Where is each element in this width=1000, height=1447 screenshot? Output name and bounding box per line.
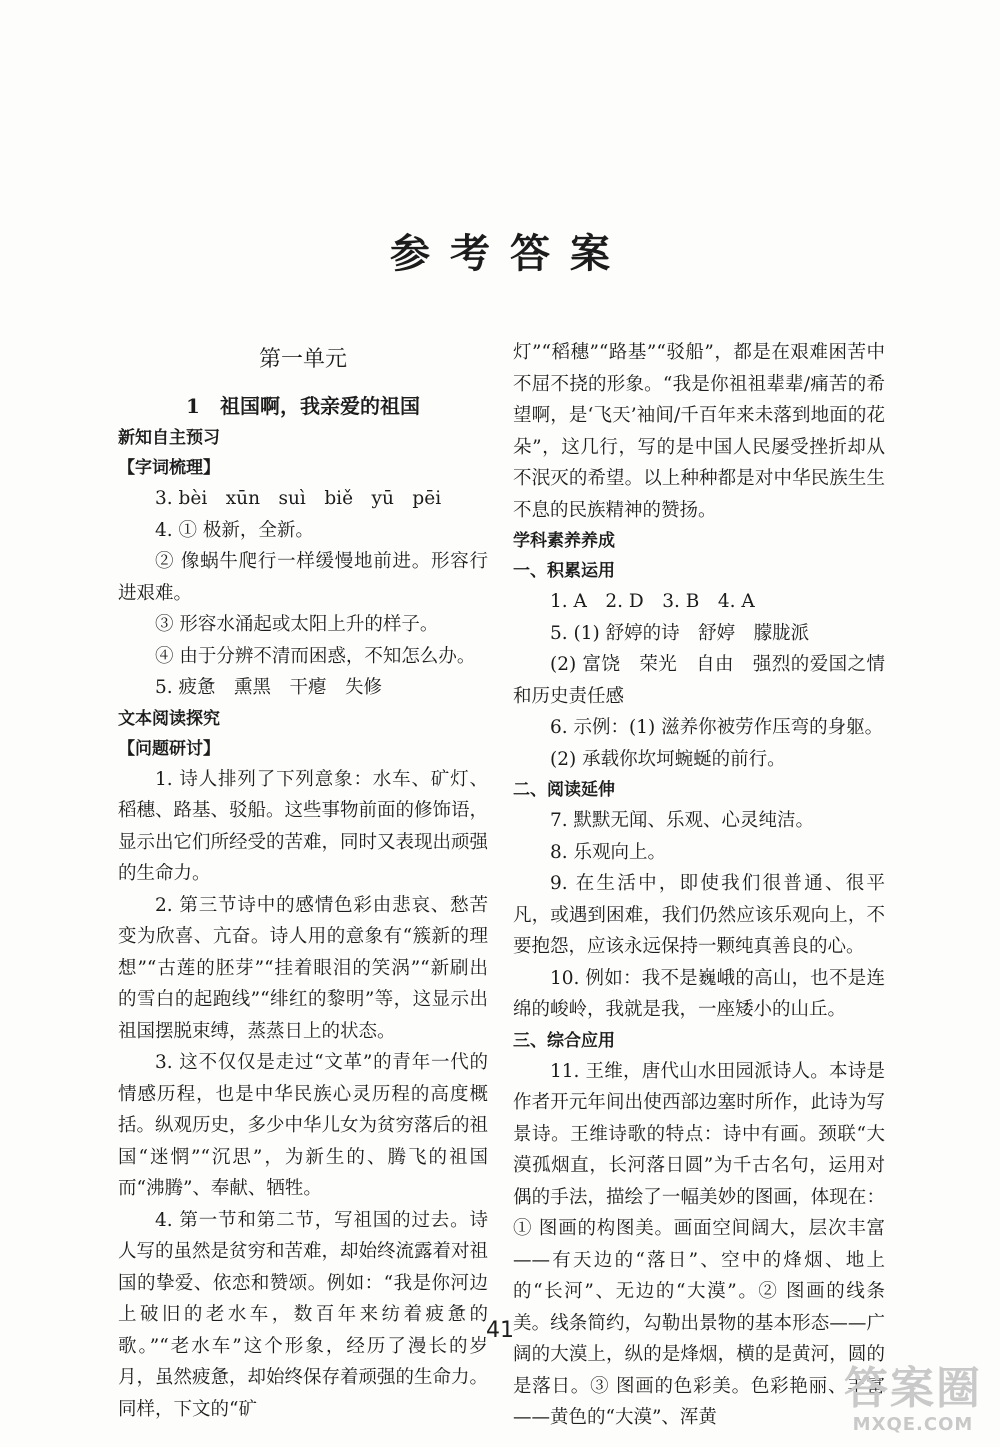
section-heading-preview: 新知自主预习 <box>118 428 220 448</box>
page-title: 参考答案 <box>390 231 630 277</box>
unit-heading: 第一单元 <box>258 347 347 372</box>
subheading-comprehensive: 三、综合应用 <box>513 1030 615 1051</box>
answer-line: ③ 形容水涌起或太阳上升的样子。 <box>155 614 439 635</box>
answer-line: (2) 富饶 荣光 自由 强烈的爱国之情和历史责任感 <box>513 654 885 707</box>
answer-line: 8. 乐观向上。 <box>550 841 667 863</box>
answer-line: 4. ① 极新，全新。 <box>155 519 314 541</box>
left-column <box>118 335 488 1425</box>
answer-line: ② 像蜗牛爬行一样缓慢地前进。形容行进艰难。 <box>118 551 488 604</box>
answer-line: 1. A 2. D 3. B 4. A <box>550 591 755 612</box>
subheading-reading-extension: 二、阅读延伸 <box>513 780 615 800</box>
lesson-heading: 1 祖国啊，我亲爱的祖国 <box>186 394 420 418</box>
watermark-url: MXQE.COM <box>852 1414 974 1435</box>
watermark-text: 答案圈 <box>844 1363 982 1414</box>
answer-line: 10. 例如：我不是巍峨的高山，也不是连绵的峻岭，我就是我，一座矮小的山丘。 <box>513 967 885 1020</box>
answer-paragraph: 11. 王维，唐代山水田园派诗人。本诗是作者开元年间出使西部边塞时所作，此诗为写景诗。王维诗歌的特点：诗中有画。颈联“大漠孤烟直，长河落日圆”为千古名句，运用对偶的手法，描绘了一幅美妙的图画，体现在：① 图画的构图美。画面空间阔大，层次丰富——有天边的“落日”、空中的烽烟、地上的“长河”、无边的“大漠”。② 图画的线条美。线条简约，勾勒出景物的基本形态——广阔的大漠上，纵的是烽烟，横的是黄河，圆的是落日。③ 图画的色彩美。色彩艳丽、丰富——黄色的“大漠”、浑黄 <box>513 1060 885 1428</box>
section-heading-reading: 文本阅读探究 <box>118 708 220 729</box>
right-column <box>513 337 885 1434</box>
answer-line: 7. 默默无闻、乐观、心灵纯洁。 <box>550 810 815 831</box>
answer-line: ④ 由于分辨不清而困惑，不知怎么办。 <box>155 645 476 667</box>
subheading-accumulation: 一、积累运用 <box>513 561 615 581</box>
watermark-logo <box>844 1364 982 1435</box>
answer-line: (2) 承载你坎坷蜿蜒的前行。 <box>550 748 786 770</box>
answer-paragraph-continued: 灯”“稻穗”“路基”“驳船”，都是在艰难困苦中不屈不挠的形象。“我是你祖祖辈辈/痛苦的希望啊，是‘飞天’袖间/千百年来未落到地面的花朵”，这几行，写的是中国人民屡受挫折却从不泯灭的希望。以上种种都是对中华民族生生不息的民族精神的赞扬。 <box>513 342 885 521</box>
answer-paragraph: 4. 第一节和第二节，写祖国的过去。诗人写的虽然是贫穷和苦难，却始终流露着对祖国的挚爱、依恋和赞颂。例如：“我是你河边上破旧的老水车，数百年来纺着疲惫的歌。”“老水车”这个形象，经历了漫长的岁月，虽然疲惫，却始终保存着顽强的生命力。同样，下文的“矿 <box>118 1209 489 1420</box>
page-number: 41 <box>486 1318 514 1343</box>
answer-paragraph: 3. 这不仅仅是走过“文革”的青年一代的情感历程，也是中华民族心灵历程的高度概括。纵观历史，多少中华儿女为贫穷落后的祖国“迷惘”“沉思”，为新生的、腾飞的祖国而“沸腾”、奉献、牺牲。 <box>118 1052 489 1199</box>
answer-line: 3. bèi xūn suì biě yū pēi <box>155 488 442 509</box>
answer-line: 6. 示例：(1) 滋养你被劳作压弯的身躯。 <box>550 717 884 738</box>
bracket-heading-vocab: 【字词梳理】 <box>118 458 220 478</box>
answer-line: 9. 在生活中，即使我们很普通、很平凡，或遇到困难，我们仍然应该乐观向上，不要抱怨，应该永远保持一颗纯真善良的心。 <box>513 873 885 957</box>
bracket-heading-discussion: 【问题研讨】 <box>118 738 220 759</box>
answer-paragraph: 1. 诗人排列了下列意象：水车、矿灯、稻穗、路基、驳船。这些事物前面的修饰语，显示出它们所经受的苦难，同时又表现出顽强的生命力。 <box>118 768 489 884</box>
answer-line: 5. 疲惫 熏黑 干瘪 失修 <box>155 677 383 698</box>
section-heading-literacy: 学科素养养成 <box>513 531 615 551</box>
answer-paragraph: 2. 第三节诗中的感情色彩由悲哀、愁苦变为欣喜、亢奋。诗人用的意象有“簇新的理想”“古莲的胚芽”“挂着眼泪的笑涡”“新刷出的雪白的起跑线”“绯红的黎明”等，这显示出祖国摆脱束缚，蒸蒸日上的状态。 <box>118 894 488 1042</box>
answer-line: 5. (1) 舒婷的诗 舒婷 朦胧派 <box>550 622 810 644</box>
